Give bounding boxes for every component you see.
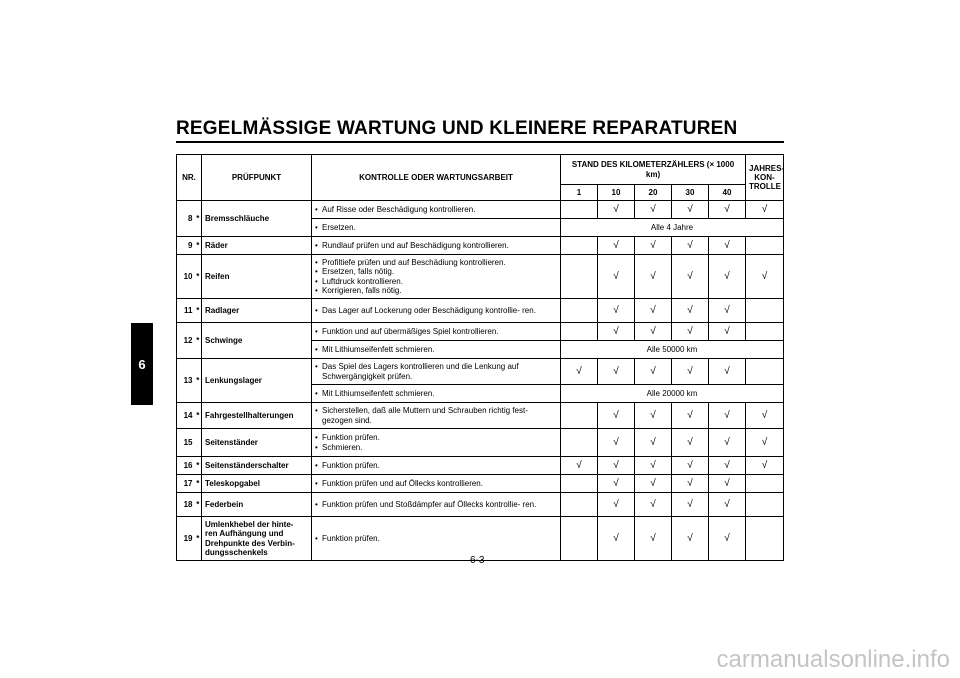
check-item: Fahrgestellhalterungen	[202, 403, 312, 429]
interval-check-cell	[561, 255, 598, 299]
table-row	[177, 493, 784, 517]
row-number: 8	[177, 201, 195, 237]
check-mark-icon: √	[613, 498, 619, 510]
row-number: 18	[177, 493, 195, 517]
task-list	[315, 389, 557, 398]
interval-check-cell	[561, 323, 598, 341]
dealer-service-asterisk: *	[195, 255, 202, 299]
table-row	[177, 429, 784, 457]
interval-check-cell	[561, 359, 598, 385]
interval-check-cell	[598, 201, 635, 219]
dealer-service-asterisk: *	[195, 475, 202, 493]
interval-check-cell	[561, 403, 598, 429]
check-mark-icon: √	[576, 365, 582, 377]
work-description	[312, 255, 561, 299]
check-item: Räder	[202, 237, 312, 255]
annual-check-cell	[746, 429, 784, 457]
check-mark-icon: √	[687, 325, 693, 337]
check-mark-icon: √	[687, 436, 693, 448]
interval-check-cell	[709, 299, 746, 323]
task-list	[315, 345, 557, 354]
interval-check-cell	[672, 359, 709, 385]
dealer-service-asterisk: *	[195, 201, 202, 237]
check-mark-icon: √	[613, 477, 619, 489]
check-item: Federbein	[202, 493, 312, 517]
task-item: • Funktion prüfen.	[315, 433, 557, 442]
header-km-30: 30	[672, 185, 709, 201]
check-mark-icon: √	[650, 436, 656, 448]
interval-check-cell	[598, 493, 635, 517]
check-mark-icon: √	[613, 239, 619, 251]
work-description	[312, 403, 561, 429]
page-number: 6-3	[470, 555, 485, 566]
interval-check-cell	[561, 237, 598, 255]
task-item: • Mit Lithiumseifenfett schmieren.	[315, 389, 557, 398]
interval-check-cell	[598, 359, 635, 385]
check-item: Lenkungslager	[202, 359, 312, 403]
interval-check-cell	[635, 359, 672, 385]
work-description	[312, 385, 561, 403]
work-description	[312, 201, 561, 219]
task-list	[315, 241, 557, 250]
table-row	[177, 201, 784, 219]
interval-check-cell	[672, 475, 709, 493]
task-item: • Schmieren.	[315, 443, 557, 452]
work-description	[312, 493, 561, 517]
work-description	[312, 429, 561, 457]
task-list	[315, 327, 557, 336]
task-item: • Funktion prüfen und Stoßdämpfer auf Öllecks kontrollie- ren.	[315, 500, 557, 509]
interval-check-cell	[672, 517, 709, 561]
check-mark-icon: √	[650, 409, 656, 421]
check-mark-icon: √	[613, 270, 619, 282]
task-list	[315, 433, 557, 451]
interval-check-cell	[709, 517, 746, 561]
interval-note: Alle 50000 km	[561, 341, 784, 359]
interval-check-cell	[672, 429, 709, 457]
interval-check-cell	[672, 201, 709, 219]
check-mark-icon: √	[724, 409, 730, 421]
interval-check-cell	[635, 475, 672, 493]
check-item: Bremsschläuche	[202, 201, 312, 237]
check-mark-icon: √	[687, 498, 693, 510]
interval-check-cell	[598, 323, 635, 341]
annual-check-cell	[746, 237, 784, 255]
table-row	[177, 457, 784, 475]
check-mark-icon: √	[687, 459, 693, 471]
task-item: • Korrigieren, falls nötig.	[315, 286, 557, 295]
task-list	[315, 258, 557, 295]
check-mark-icon: √	[724, 532, 730, 544]
interval-check-cell	[598, 517, 635, 561]
check-mark-icon: √	[613, 304, 619, 316]
row-number: 19	[177, 517, 195, 561]
interval-check-cell	[635, 403, 672, 429]
check-mark-icon: √	[650, 532, 656, 544]
interval-check-cell	[561, 493, 598, 517]
header-km-20: 20	[635, 185, 672, 201]
row-number: 10	[177, 255, 195, 299]
work-description	[312, 299, 561, 323]
task-item: • Profiltiefe prüfen und auf Beschädiung kontrollieren.	[315, 258, 557, 267]
check-mark-icon: √	[613, 436, 619, 448]
dealer-service-asterisk: *	[195, 403, 202, 429]
annual-check-cell	[746, 323, 784, 341]
dealer-service-asterisk: *	[195, 237, 202, 255]
check-mark-icon: √	[724, 436, 730, 448]
interval-check-cell	[709, 201, 746, 219]
dealer-service-asterisk: *	[195, 299, 202, 323]
check-mark-icon: √	[613, 203, 619, 215]
interval-check-cell	[672, 255, 709, 299]
maintenance-table	[176, 154, 784, 561]
interval-check-cell	[561, 457, 598, 475]
row-number: 17	[177, 475, 195, 493]
task-item: • Auf Risse oder Beschädigung kontrollieren.	[315, 205, 557, 214]
annual-check-cell	[746, 517, 784, 561]
check-item: Teleskopgabel	[202, 475, 312, 493]
check-mark-icon: √	[724, 365, 730, 377]
row-number: 14	[177, 403, 195, 429]
table-row	[177, 237, 784, 255]
check-mark-icon: √	[650, 459, 656, 471]
row-number: 12	[177, 323, 195, 359]
check-item: Seitenständer	[202, 429, 312, 457]
table-row	[177, 403, 784, 429]
check-mark-icon: √	[724, 477, 730, 489]
task-list	[315, 406, 557, 424]
interval-note: Alle 20000 km	[561, 385, 784, 403]
interval-check-cell	[635, 201, 672, 219]
check-mark-icon: √	[724, 270, 730, 282]
row-number: 9	[177, 237, 195, 255]
table-row	[177, 255, 784, 299]
check-mark-icon: √	[650, 203, 656, 215]
work-description	[312, 457, 561, 475]
check-item: Reifen	[202, 255, 312, 299]
check-mark-icon: √	[761, 436, 768, 448]
interval-check-cell	[561, 299, 598, 323]
work-description	[312, 341, 561, 359]
check-mark-icon: √	[650, 304, 656, 316]
task-list	[315, 223, 557, 232]
interval-check-cell	[672, 493, 709, 517]
task-item: • Sicherstellen, daß alle Muttern und Schrauben richtig fest- gezogen sind.	[315, 406, 557, 424]
table-body	[177, 201, 784, 561]
title-divider	[176, 141, 784, 143]
table-row	[177, 517, 784, 561]
task-item: • Funktion prüfen.	[315, 461, 557, 470]
interval-check-cell	[561, 475, 598, 493]
interval-check-cell	[635, 323, 672, 341]
interval-check-cell	[635, 493, 672, 517]
dealer-service-asterisk	[195, 429, 202, 457]
interval-check-cell	[672, 403, 709, 429]
check-mark-icon: √	[761, 459, 768, 471]
page-title: REGELMÄSSIGE WARTUNG UND KLEINERE REPARATUREN	[176, 118, 738, 139]
check-mark-icon: √	[650, 365, 656, 377]
task-list	[315, 479, 557, 488]
chapter-tab[interactable]: 6	[131, 323, 153, 405]
table-row	[177, 323, 784, 341]
interval-check-cell	[598, 237, 635, 255]
check-mark-icon: √	[576, 459, 582, 471]
header-nr: NR.	[177, 155, 202, 201]
check-mark-icon: √	[650, 239, 656, 251]
table-header	[177, 155, 784, 201]
annual-check-cell	[746, 493, 784, 517]
check-mark-icon: √	[650, 270, 656, 282]
annual-check-cell	[746, 201, 784, 219]
header-check-item: PRÜFPUNKT	[202, 155, 312, 201]
row-number: 11	[177, 299, 195, 323]
interval-check-cell	[635, 237, 672, 255]
annual-check-cell	[746, 299, 784, 323]
task-list	[315, 461, 557, 470]
dealer-service-asterisk: *	[195, 457, 202, 475]
check-item: Seitenständerschalter	[202, 457, 312, 475]
check-mark-icon: √	[613, 325, 619, 337]
annual-check-cell	[746, 457, 784, 475]
interval-check-cell	[598, 403, 635, 429]
work-description	[312, 359, 561, 385]
work-description	[312, 475, 561, 493]
check-item: Schwinge	[202, 323, 312, 359]
check-mark-icon: √	[650, 498, 656, 510]
interval-check-cell	[709, 429, 746, 457]
check-mark-icon: √	[687, 304, 693, 316]
check-mark-icon: √	[724, 459, 730, 471]
check-item: Radlager	[202, 299, 312, 323]
interval-check-cell	[635, 299, 672, 323]
task-list	[315, 205, 557, 214]
row-number: 15	[177, 429, 195, 457]
interval-check-cell	[598, 475, 635, 493]
check-mark-icon: √	[650, 477, 656, 489]
interval-check-cell	[561, 429, 598, 457]
interval-check-cell	[598, 299, 635, 323]
task-list	[315, 534, 557, 543]
work-description	[312, 323, 561, 341]
header-work: KONTROLLE ODER WARTUNGSARBEIT	[312, 155, 561, 201]
row-number: 13	[177, 359, 195, 403]
task-list	[315, 500, 557, 509]
annual-check-cell	[746, 359, 784, 385]
interval-check-cell	[598, 457, 635, 475]
header-odometer: STAND DES KILOMETERZÄHLERS (× 1000 km)	[561, 155, 746, 185]
watermark: carmanualsonline.info	[716, 646, 950, 673]
task-item: • Funktion prüfen.	[315, 534, 557, 543]
check-mark-icon: √	[687, 532, 693, 544]
interval-check-cell	[709, 403, 746, 429]
dealer-service-asterisk: *	[195, 323, 202, 359]
check-mark-icon: √	[687, 365, 693, 377]
check-mark-icon: √	[761, 203, 768, 215]
task-item: • Mit Lithiumseifenfett schmieren.	[315, 345, 557, 354]
check-mark-icon: √	[613, 365, 619, 377]
dealer-service-asterisk: *	[195, 493, 202, 517]
task-item: • Funktion prüfen und auf Öllecks kontrollieren.	[315, 479, 557, 488]
annual-check-cell	[746, 255, 784, 299]
interval-check-cell	[635, 457, 672, 475]
work-description	[312, 237, 561, 255]
check-mark-icon: √	[724, 498, 730, 510]
task-item: • Ersetzen.	[315, 223, 557, 232]
header-km-1: 1	[561, 185, 598, 201]
interval-check-cell	[709, 255, 746, 299]
interval-check-cell	[598, 429, 635, 457]
dealer-service-asterisk: *	[195, 359, 202, 403]
task-item: • Das Lager auf Lockerung oder Beschädigung kontrollie- ren.	[315, 306, 557, 315]
check-mark-icon: √	[761, 270, 768, 282]
check-mark-icon: √	[687, 239, 693, 251]
interval-check-cell	[635, 517, 672, 561]
header-km-40: 40	[709, 185, 746, 201]
row-number: 16	[177, 457, 195, 475]
task-list	[315, 362, 557, 380]
task-item: • Funktion und auf übermäßiges Spiel kontrollieren.	[315, 327, 557, 336]
table-row	[177, 475, 784, 493]
interval-check-cell	[598, 255, 635, 299]
interval-check-cell	[561, 517, 598, 561]
header-km-10: 10	[598, 185, 635, 201]
interval-check-cell	[709, 493, 746, 517]
check-mark-icon: √	[724, 239, 730, 251]
check-mark-icon: √	[687, 477, 693, 489]
check-mark-icon: √	[761, 409, 768, 421]
check-item: Umlenkhebel der hinte- ren Aufhängung und Drehpunkte des Verbin- dungsschenkels	[202, 517, 312, 561]
interval-check-cell	[635, 255, 672, 299]
table-row	[177, 299, 784, 323]
interval-check-cell	[672, 323, 709, 341]
check-mark-icon: √	[613, 459, 619, 471]
task-list	[315, 306, 557, 315]
work-description	[312, 517, 561, 561]
work-description	[312, 219, 561, 237]
interval-check-cell	[709, 457, 746, 475]
check-mark-icon: √	[724, 304, 730, 316]
task-item: • Ersetzen, falls nötig.	[315, 267, 557, 276]
interval-check-cell	[709, 237, 746, 255]
interval-check-cell	[561, 201, 598, 219]
interval-check-cell	[672, 457, 709, 475]
table-row	[177, 359, 784, 385]
check-mark-icon: √	[613, 409, 619, 421]
dealer-service-asterisk: *	[195, 517, 202, 561]
check-mark-icon: √	[724, 325, 730, 337]
interval-check-cell	[709, 475, 746, 493]
task-item: • Rundlauf prüfen und auf Beschädigung kontrollieren.	[315, 241, 557, 250]
interval-note: Alle 4 Jahre	[561, 219, 784, 237]
annual-check-cell	[746, 475, 784, 493]
interval-check-cell	[672, 237, 709, 255]
check-mark-icon: √	[687, 203, 693, 215]
check-mark-icon: √	[650, 325, 656, 337]
check-mark-icon: √	[687, 409, 693, 421]
header-annual-check: JAHRES-KON-TROLLE	[746, 155, 784, 201]
task-item: • Das Spiel des Lagers kontrollieren und die Lenkung auf Schwergängigkeit prüfen.	[315, 362, 557, 380]
interval-check-cell	[672, 299, 709, 323]
check-mark-icon: √	[687, 270, 693, 282]
annual-check-cell	[746, 403, 784, 429]
task-item: • Luftdruck kontrollieren.	[315, 277, 557, 286]
interval-check-cell	[635, 429, 672, 457]
interval-check-cell	[709, 323, 746, 341]
check-mark-icon: √	[724, 203, 730, 215]
interval-check-cell	[709, 359, 746, 385]
check-mark-icon: √	[613, 532, 619, 544]
